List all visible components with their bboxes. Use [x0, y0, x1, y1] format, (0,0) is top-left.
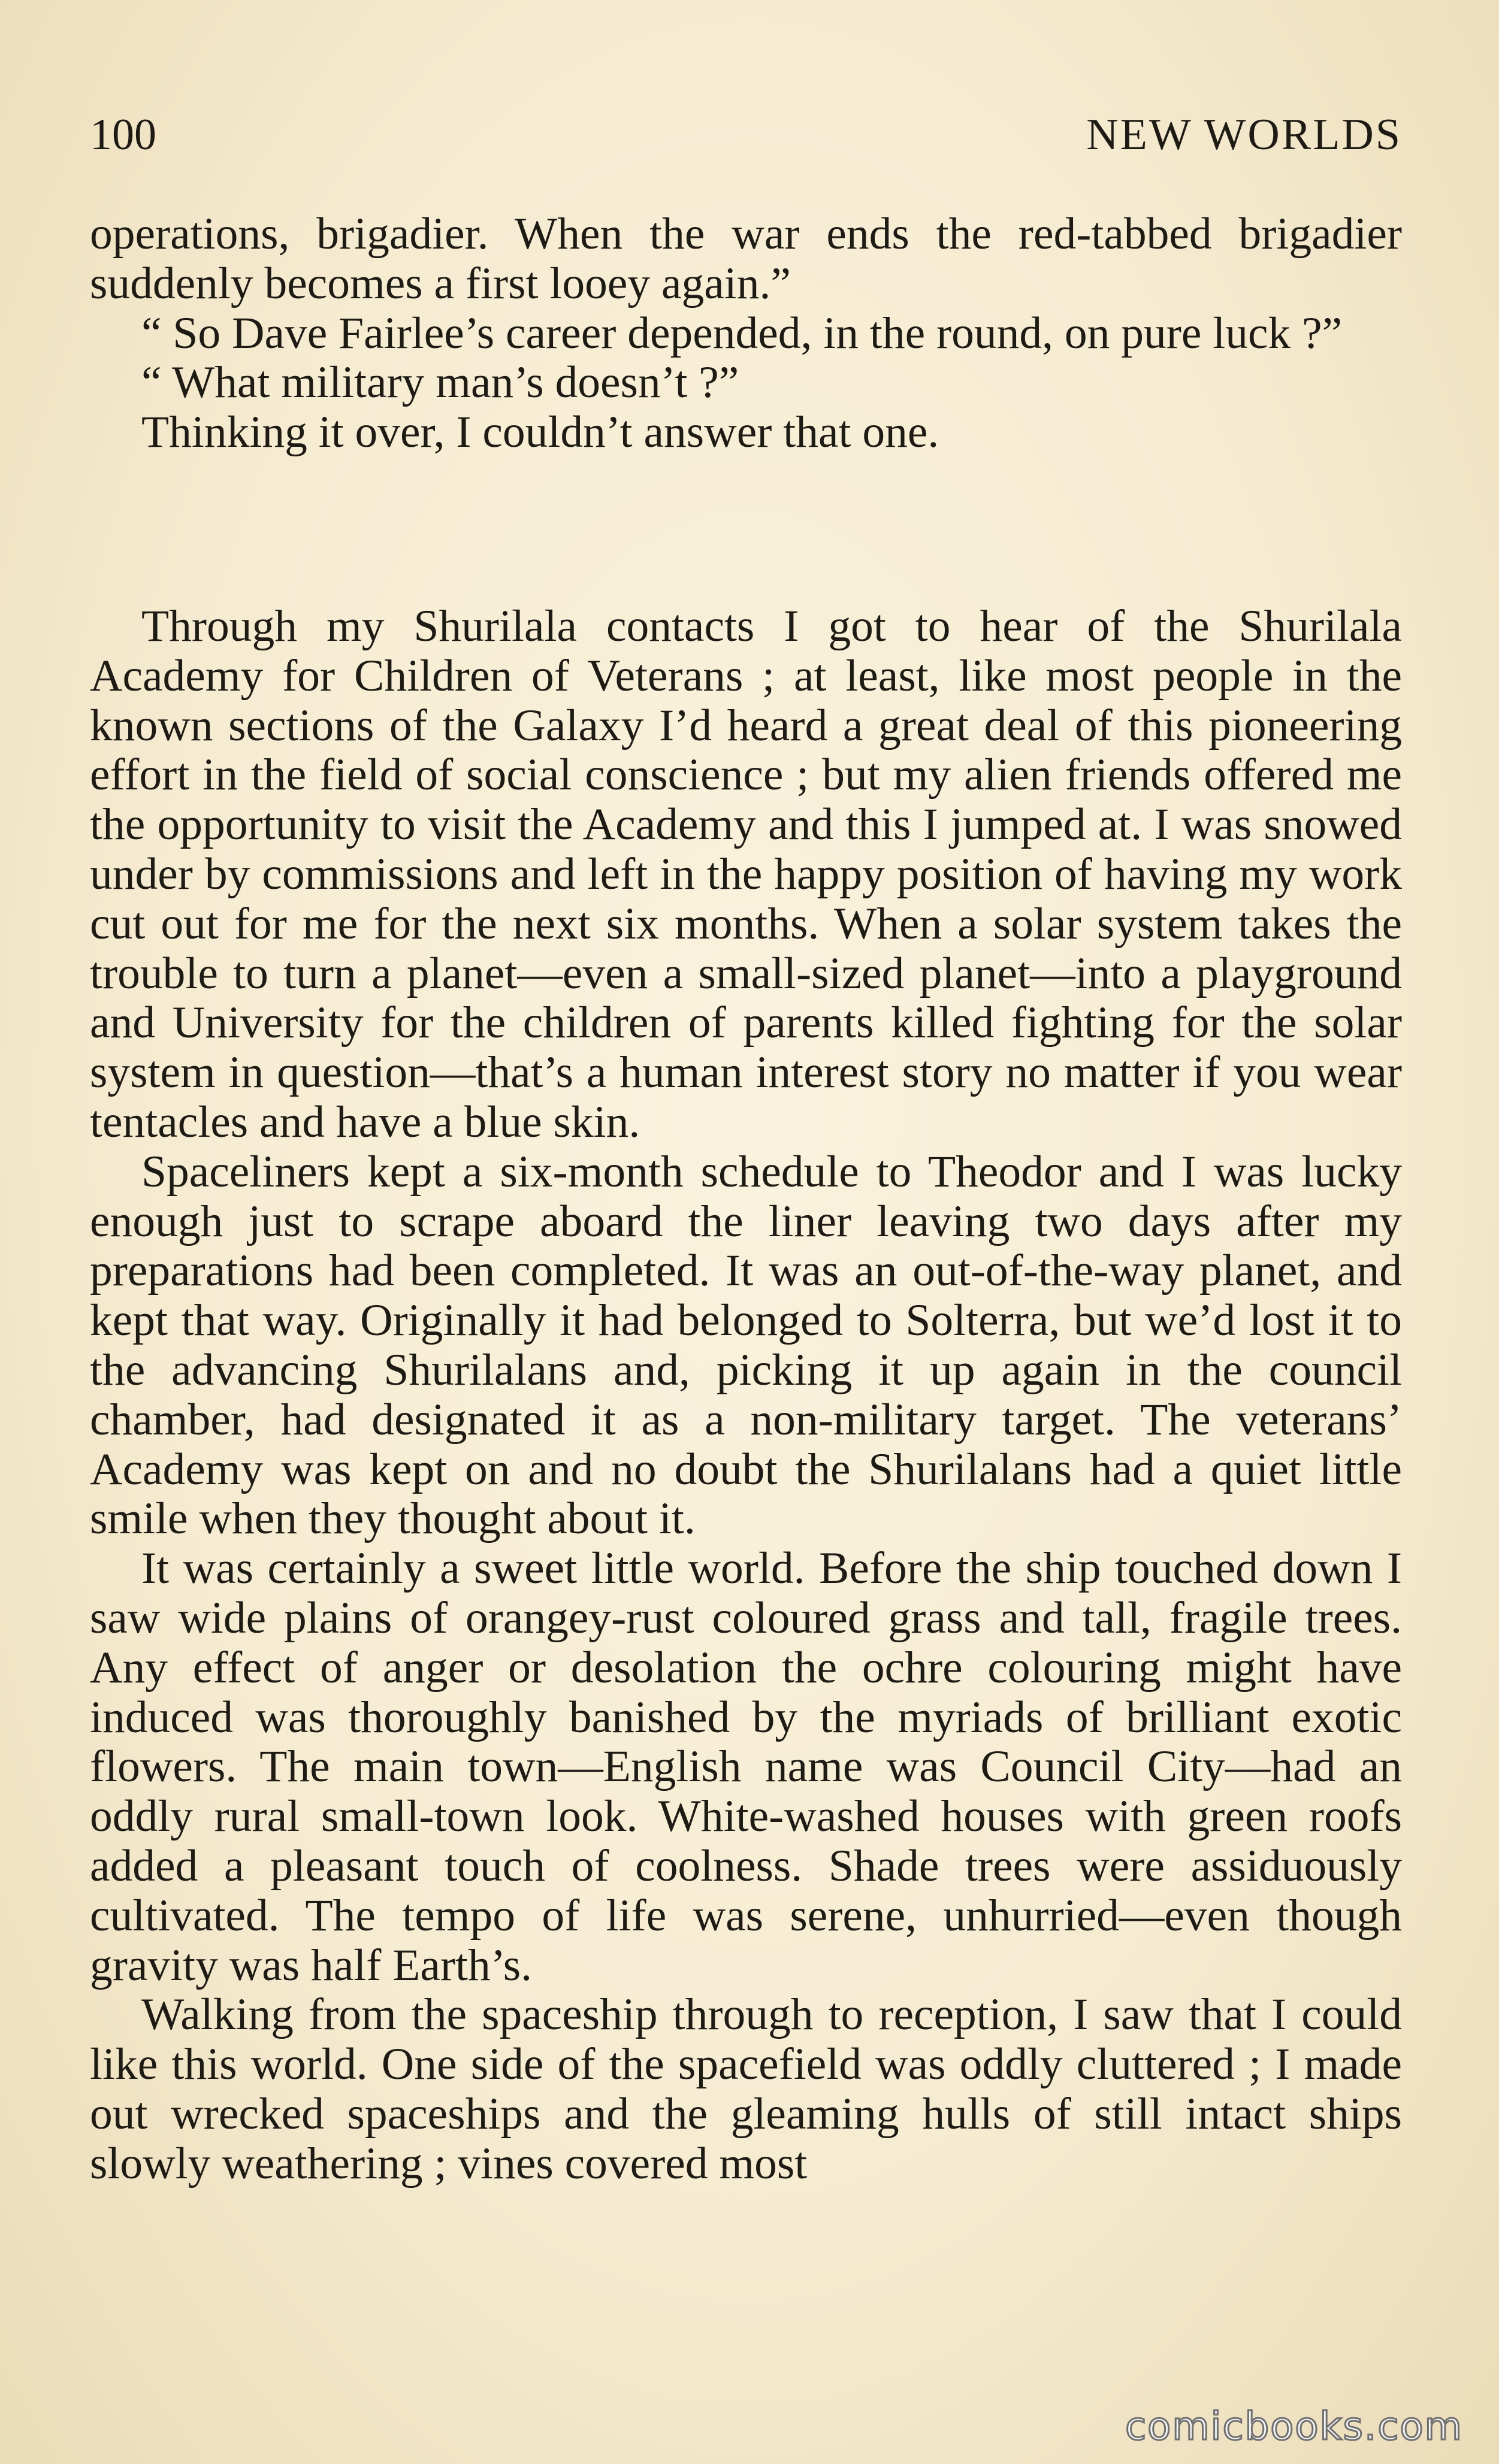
page-header: [90, 105, 1402, 165]
paragraph: Thinking it over, I couldn’t answer that one.: [141, 407, 939, 458]
paragraph: Spaceliners kept a six-month schedule to Theodor and I was lucky enough just to scrape aboard the liner leaving two days after my preparations had been completed. It was an out-of-the-way planet, and kept that way. Originally it had belonged to Solterra, but we’d lost it to the advancing Shurilalans and, picking it up again in the council chamber, had designated it as a non-military target. The veterans’ Academy was kept on and no doubt the Shurilalans had a quiet little smile when they thought about it.: [90, 1146, 1402, 1544]
paragraph: Walking from the spaceship through to reception, I saw that I could like this world. One side of the spacefield was oddly cluttered ; I made out wrecked spaceships and the gleaming hulls of still intact ships slowly weathering ; vines covered most: [90, 1990, 1402, 2188]
paragraph: “ So Dave Fairlee’s career depended, in the round, on pure luck ?”: [141, 308, 1343, 358]
watermark: comicbooks.com: [1125, 2405, 1463, 2449]
paragraph: operations, brigadier. When the war ends the red-tabbed brigadier suddenly becomes a first looey again.”: [90, 209, 1402, 308]
paragraph: It was certainly a sweet little world. Before the ship touched down I saw wide plains of orangey-rust coloured grass and tall, fragile trees. Any effect of anger or desolation the ochre colouring might have induced was thoroughly banished by the myriads of brilliant exotic flowers. The main town—English name was Council City—had an oddly rural small-town look. White-washed houses with green roofs added a pleasant touch of coolness. Shade trees were assiduously cultivated. The tempo of life was serene, unhurried—even though gravity was half Earth’s.: [90, 1543, 1402, 1990]
paragraph: Through my Shurilala contacts I got to hear of the Shurilala Academy for Children of Veterans ; at least, like most people in the known sections of the Galaxy I’d heard a great deal of this pioneering effort in the field of social conscience ; but my alien friends offered me the opportunity to visit the Academy and this I jumped at. I was snowed under by commissions and left in the happy position of having my work cut out for me for the next six months. When a solar system takes the trouble to turn a planet—even a small-sized planet—into a playground and University for the children of parents killed fighting for the solar system in question—that’s a human interest story no matter if you wear tentacles and have a blue skin.: [90, 601, 1402, 1147]
text-block-dialogue: [90, 210, 1402, 458]
text-block-narrative: [90, 602, 1402, 2189]
paragraph: “ What military man’s doesn’t ?”: [141, 358, 739, 408]
running-title: NEW WORLDS: [1086, 110, 1402, 159]
page-number: 100: [90, 110, 156, 159]
